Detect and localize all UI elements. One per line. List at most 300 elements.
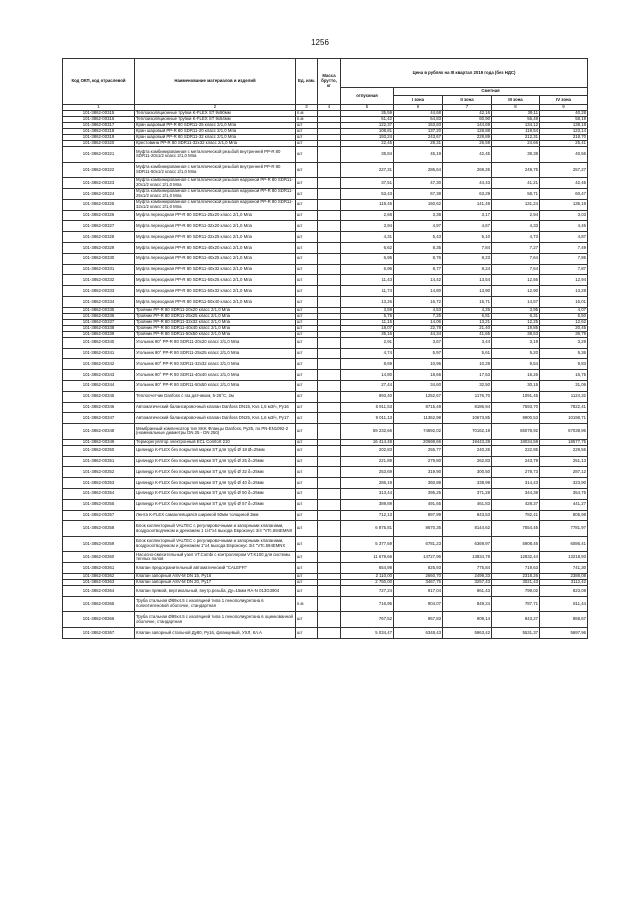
table-row (63, 370, 588, 381)
unit-cell: п.м (296, 111, 318, 117)
release-price-cell: 5 034,47 (341, 628, 394, 639)
zone-4-price-cell: 13,28 (540, 286, 588, 297)
zone-3-price-cell: 5,20 (492, 348, 540, 359)
material-name-cell: Муфта переходная PP-R 80 SDR11-40х20 класс 2/1,0 Мпа (135, 242, 296, 253)
zone-2-price-cell: 26,59 (443, 141, 492, 147)
code-cell: 101-3862-00317 (63, 123, 135, 129)
zone-1-price-cell: 395,25 (394, 488, 443, 499)
table-row (63, 210, 588, 221)
zone-3-price-cell: 7,64 (492, 264, 540, 275)
zone-4-price-cell: 3,03 (540, 210, 588, 221)
header-unit: Ед. изм. (296, 59, 318, 105)
table-row (63, 199, 588, 210)
material-name-cell: Клапан запорный ASV-M DN 20, Ру17 (135, 580, 296, 586)
zone-3-price-cell: 314,43 (492, 478, 540, 489)
column-number: 1 (63, 105, 135, 111)
material-name-cell: Тройник PP-R 80 SDR11-25х25 класс 2/1,0 Мпа (135, 313, 296, 319)
zone-3-price-cell: 56,49 (492, 117, 540, 123)
unit-cell: шт (296, 628, 318, 639)
material-name-cell: Угольник 90° PP-R 80 SDR11-50х50 класс 2/1,0 Мпа (135, 380, 296, 391)
material-name-cell: Муфта переходная PP-R 80 SDR11-25х20 класс 2/1,0 Мпа (135, 210, 296, 221)
code-cell: 101-3862-00361 (63, 563, 135, 574)
release-price-cell: 221,89 (341, 456, 394, 467)
zone-4-price-cell: 9,83 (540, 359, 588, 370)
mass-cell (318, 264, 341, 275)
zone-2-price-cell: 10,29 (443, 359, 492, 370)
zone-3-price-cell: 5531,37 (492, 628, 540, 639)
column-number: 5 (341, 105, 394, 111)
release-price-cell: 59 232,66 (341, 424, 394, 440)
zone-4-price-cell: 7781,97 (540, 521, 588, 537)
table-row (63, 337, 588, 348)
code-cell: 101-3862-00352 (63, 467, 135, 478)
zone-3-price-cell: 19,85 (492, 325, 540, 331)
mass-cell (318, 210, 341, 221)
material-name-cell: Цилиндр K-FLEX без покрытия марки ST для труб Ø 25 δ=25мм (135, 456, 296, 467)
mass-cell (318, 232, 341, 243)
zone-4-price-cell: 805,98 (540, 510, 588, 521)
release-price-cell: 5 377,69 (341, 536, 394, 552)
zone-2-price-cell: 4,26 (443, 307, 492, 313)
release-price-cell: 716,95 (341, 596, 394, 612)
zone-2-price-cell: 19443,28 (443, 439, 492, 445)
code-cell: 101-3862-00357 (63, 510, 135, 521)
zone-1-price-cell: 34,60 (394, 380, 443, 391)
zone-4-price-cell: 138,18 (540, 123, 588, 129)
mass-cell (318, 391, 341, 402)
column-number: 4 (318, 105, 341, 111)
zone-3-price-cell: 131,24 (492, 199, 540, 210)
unit-cell: шт (296, 135, 318, 141)
release-price-cell: 16 414,48 (341, 439, 394, 445)
code-cell: 101-3862-00355 (63, 499, 135, 510)
mass-cell (318, 178, 341, 189)
price-table (62, 58, 588, 639)
zone-3-price-cell: 58,71 (492, 188, 540, 199)
material-name-cell: Угольник 90° PP-R 80 SDR11-32х32 класс 2/1,0 Мпа (135, 359, 296, 370)
zone-2-price-cell: 13,54 (443, 275, 492, 286)
zone-3-price-cell: 39,11 (492, 111, 540, 117)
zone-1-price-cell: 8670,35 (394, 521, 443, 537)
table-row (63, 467, 588, 478)
unit-cell: шт (296, 331, 318, 337)
table-row (63, 536, 588, 552)
material-name-cell: Муфта комбинированная с металлической резьбой внутренней PP-R 80 SDR11-50х1/2 класс 2/1,0 Мпа (135, 162, 296, 178)
table-row (63, 242, 588, 253)
zone-3-price-cell: 7,64 (492, 253, 540, 264)
unit-cell: шт (296, 275, 318, 286)
zone-2-price-cell: 13,90 (443, 286, 492, 297)
mass-cell (318, 286, 341, 297)
release-price-cell: 9 011,13 (341, 413, 394, 424)
code-cell: 101-3862-00353 (63, 478, 135, 489)
unit-cell: шт (296, 521, 318, 537)
zone-3-price-cell: 4,33 (492, 221, 540, 232)
zone-3-price-cell: 212,31 (492, 135, 540, 141)
zone-4-price-cell: 10198,71 (540, 413, 588, 424)
table-row (63, 232, 588, 243)
mass-cell (318, 413, 341, 424)
column-number: 7 (443, 105, 492, 111)
material-name-cell: Муфта комбинированная с металлической резьбой наружной PP-R 80 SDR11-32х1/2 класс 2/1,0 Мпа (135, 199, 296, 210)
mass-cell (318, 628, 341, 639)
unit-cell: шт (296, 413, 318, 424)
zone-3-price-cell: 12832,44 (492, 552, 540, 563)
column-number: 2 (135, 105, 296, 111)
code-cell: 101-3862-00359 (63, 536, 135, 552)
zone-4-price-cell: 741,30 (540, 563, 588, 574)
zone-1-price-cell: 8,76 (394, 253, 443, 264)
zone-3-price-cell: 7,27 (492, 242, 540, 253)
zone-2-price-cell: 3,17 (443, 210, 492, 221)
zone-1-price-cell: 8715,49 (394, 402, 443, 413)
release-price-cell: 767,52 (341, 612, 394, 628)
code-cell: 101-3862-00364 (63, 586, 135, 597)
zone-1-price-cell: 4,97 (394, 221, 443, 232)
zone-1-price-cell: 360,88 (394, 478, 443, 489)
zone-1-price-cell: 10,96 (394, 359, 443, 370)
mass-cell (318, 275, 341, 286)
table-row (63, 521, 588, 537)
zone-3-price-cell: 243,79 (492, 456, 540, 467)
table-row (63, 488, 588, 499)
zone-3-price-cell: 14,57 (492, 296, 540, 307)
zone-2-price-cell: 70162,19 (443, 424, 492, 440)
zone-1-price-cell: 150,62 (394, 199, 443, 210)
unit-cell: шт (296, 348, 318, 359)
release-price-cell: 6,95 (341, 253, 394, 264)
code-cell: 101-3862-00338 (63, 325, 135, 331)
code-cell: 101-3862-00331 (63, 264, 135, 275)
zone-2-price-cell: 17,53 (443, 370, 492, 381)
zone-2-price-cell: 371,28 (443, 488, 492, 499)
zone-1-price-cell: 319,90 (394, 467, 443, 478)
zone-1-price-cell: 28,31 (394, 141, 443, 147)
code-cell: 101-3862-00339 (63, 331, 135, 337)
release-price-cell: 3,59 (341, 307, 394, 313)
table-row (63, 456, 588, 467)
table-row (63, 628, 588, 639)
material-name-cell: Лента K-FLEX самоклеящаяся шириной 50мм толщиной 3мм (135, 510, 296, 521)
release-price-cell: 18,07 (341, 325, 394, 331)
mass-cell (318, 380, 341, 391)
table-row (63, 445, 588, 456)
zone-1-price-cell: 904,07 (394, 596, 443, 612)
unit-cell: шт (296, 242, 318, 253)
zone-3-price-cell: 5908,46 (492, 536, 540, 552)
unit-cell: шт (296, 445, 318, 456)
zone-2-price-cell: 3257,43 (443, 580, 492, 586)
release-price-cell: 51,42 (341, 117, 394, 123)
release-price-cell: 13,26 (341, 296, 394, 307)
zone-4-price-cell: 5697,96 (540, 628, 588, 639)
zone-3-price-cell: 12,90 (492, 286, 540, 297)
material-name-cell: Теплоизоляционные трубки K-FLEX ST 9х54мм (135, 117, 296, 123)
zone-2-price-cell: 8144,62 (443, 521, 492, 537)
unit-cell: шт (296, 612, 318, 628)
zone-2-price-cell: 128,88 (443, 129, 492, 135)
material-name-cell: Угольник 90° PP-R 80 SDR11-25х25 класс 2/1,0 Мпа (135, 348, 296, 359)
zone-3-price-cell: 787,71 (492, 596, 540, 612)
zone-1-price-cell: 20698,66 (394, 439, 443, 445)
mass-cell (318, 510, 341, 521)
release-price-cell: 35,84 (341, 147, 394, 163)
table-row (63, 178, 588, 189)
zone-1-price-cell: 5,43 (394, 232, 443, 243)
zone-1-price-cell: 74692,02 (394, 424, 443, 440)
unit-cell: шт (296, 359, 318, 370)
material-name-cell: Кран шаровый PP-R 80 SDR11-20 класс 2/1,0 Мпа (135, 129, 296, 135)
unit-cell: шт (296, 313, 318, 319)
material-name-cell: Цилиндр K-FLEX без покрытия марки ST для труб Ø 40 δ=25мм (135, 478, 296, 489)
zone-4-price-cell: 25,41 (540, 141, 588, 147)
zone-1-price-cell: 8,35 (394, 242, 443, 253)
zone-3-price-cell: 119,54 (492, 129, 540, 135)
unit-cell: шт (296, 325, 318, 331)
release-price-cell: 727,24 (341, 586, 394, 597)
header-mass: Масса брутто, кг (318, 59, 341, 105)
mass-cell (318, 242, 341, 253)
unit-cell: п.м (296, 117, 318, 123)
release-price-cell: 5,75 (341, 313, 394, 319)
mass-cell (318, 188, 341, 199)
unit-cell: шт (296, 478, 318, 489)
code-cell: 101-3862-00323 (63, 178, 135, 189)
mass-cell (318, 402, 341, 413)
zone-4-price-cell: 31,06 (540, 380, 588, 391)
code-cell: 101-3862-00325 (63, 199, 135, 210)
unit-cell: шт (296, 162, 318, 178)
unit-cell: п.м (296, 596, 318, 612)
material-name-cell: Тройник PP-R 80 SDR11-32х32 класс 2/1,0 Мпа (135, 319, 296, 325)
code-cell: 101-3862-00330 (63, 253, 135, 264)
release-price-cell: 286,19 (341, 478, 394, 489)
header-name: Наименование материалов и изделий (135, 59, 296, 105)
zone-4-price-cell: 323,90 (540, 478, 588, 489)
mass-cell (318, 467, 341, 478)
material-name-cell: Тройник PP-R 80 SDR11-20х20 класс 2/1,0 Мпа (135, 307, 296, 313)
zone-1-price-cell: 14727,96 (394, 552, 443, 563)
zone-4-price-cell: 229,56 (540, 445, 588, 456)
zone-1-price-cell: 3,38 (394, 210, 443, 221)
zone-4-price-cell: 7,87 (540, 264, 588, 275)
zone-2-price-cell: 5,10 (443, 232, 492, 243)
release-price-cell: 654,98 (341, 563, 394, 574)
release-price-cell: 6,62 (341, 242, 394, 253)
zone-1-price-cell: 137,20 (394, 129, 443, 135)
code-cell: 101-3862-00360 (63, 552, 135, 563)
unit-cell: шт (296, 199, 318, 210)
zone-3-price-cell: 65078,92 (492, 424, 540, 440)
mass-cell (318, 586, 341, 597)
zone-2-price-cell: 338,99 (443, 478, 492, 489)
code-cell: 101-3862-00342 (63, 359, 135, 370)
zone-2-price-cell: 5963,42 (443, 628, 492, 639)
zone-2-price-cell: 42,16 (443, 111, 492, 117)
zone-2-price-cell: 269,26 (443, 162, 492, 178)
zone-3-price-cell: 782,41 (492, 510, 540, 521)
zone-4-price-cell: 2388,08 (540, 574, 588, 580)
release-price-cell: 2,91 (341, 337, 394, 348)
table-row (63, 162, 588, 178)
zone-2-price-cell: 843,53 (443, 510, 492, 521)
material-name-cell: Муфта переходная PP-R 80 SDR11-40х32 класс 2/1,0 Мпа (135, 264, 296, 275)
zone-2-price-cell: 42,45 (443, 147, 492, 163)
material-name-cell: Теплосчетчик Danfoss с газ.датчиком, 5-26°С, 2м (135, 391, 296, 402)
mass-cell (318, 296, 341, 307)
release-price-cell: 119,45 (341, 199, 394, 210)
page-number: 1256 (311, 38, 329, 47)
zone-3-price-cell: 9,54 (492, 359, 540, 370)
zone-4-price-cell: 39,79 (540, 331, 588, 337)
release-price-cell: 4,74 (341, 348, 394, 359)
zone-4-price-cell: 6,50 (540, 313, 588, 319)
zone-2-price-cell: 60,90 (443, 117, 492, 123)
material-name-cell: Клапан запорный ASV-M DN 15, Ру16 (135, 574, 296, 580)
zone-1-price-cell: 14,06 (394, 319, 443, 325)
zone-2-price-cell: 32,50 (443, 380, 492, 391)
code-cell: 101-3862-00343 (63, 370, 135, 381)
zone-3-price-cell: 24,66 (492, 141, 540, 147)
code-cell: 101-3862-00340 (63, 337, 135, 348)
material-name-cell: Тройник PP-R 80 SDR11-50х50 класс 2/1,0 Мпа (135, 331, 296, 337)
header-estimate-price: Сметная (394, 88, 588, 96)
table-row (63, 147, 588, 163)
zone-1-price-cell: 1252,67 (394, 391, 443, 402)
zone-1-price-cell: 18,66 (394, 370, 443, 381)
unit-cell: шт (296, 552, 318, 563)
material-name-cell: Насосно-смесительный узел VT.Combi с контроллером VT.K100 для системы теплых полов (135, 552, 296, 563)
release-price-cell: 11,43 (341, 275, 394, 286)
zone-2-price-cell: 3,44 (443, 337, 492, 348)
unit-cell: шт (296, 456, 318, 467)
zone-3-price-cell: 1091,45 (492, 391, 540, 402)
material-name-cell: Блок коллекторный VALTEC с регулировочными и запорными клапанами, воздухоотводчиком и дренажем 1 1/4"х4 выхода Евроконус 3/4 "VTc.594EMNX (135, 521, 296, 537)
code-cell: 101-3862-00365 (63, 596, 135, 612)
zone-1-price-cell: 14,80 (394, 286, 443, 297)
unit-cell: шт (296, 536, 318, 552)
release-price-cell: 35,59 (341, 111, 394, 117)
zone-3-price-cell: 9900,53 (492, 413, 540, 424)
code-cell: 101-3862-00324 (63, 188, 135, 199)
zone-1-price-cell: 967,83 (394, 612, 443, 628)
zone-3-price-cell: 38,63 (492, 331, 540, 337)
release-price-cell: 6 875,81 (341, 521, 394, 537)
zone-1-price-cell: 6348,43 (394, 628, 443, 639)
release-price-cell: 202,83 (341, 445, 394, 456)
zone-2-price-cell: 5,61 (443, 348, 492, 359)
zone-4-price-cell: 18577,75 (540, 439, 588, 445)
zone-3-price-cell: 39,38 (492, 147, 540, 163)
material-name-cell: Автоматический балансировочный клапан Danfoss DN15, Kvs 1,6 м3/ч, Ру16 (135, 402, 296, 413)
mass-cell (318, 521, 341, 537)
zone-3-price-cell: 4,73 (492, 232, 540, 243)
zone-2-price-cell: 2499,33 (443, 574, 492, 580)
release-price-cell: 4,31 (341, 232, 394, 243)
code-cell: 101-3862-00358 (63, 521, 135, 537)
zone-4-price-cell: 7,49 (540, 242, 588, 253)
column-number: 3 (296, 105, 318, 111)
zone-2-price-cell: 21,40 (443, 325, 492, 331)
zone-1-price-cell: 44,34 (394, 331, 443, 337)
zone-3-price-cell: 222,85 (492, 445, 540, 456)
zone-2-price-cell: 228,89 (443, 135, 492, 141)
zone-3-price-cell: 344,38 (492, 488, 540, 499)
table-row (63, 424, 588, 440)
release-price-cell: 313,44 (341, 488, 394, 499)
zone-3-price-cell: 134,12 (492, 123, 540, 129)
zone-2-price-cell: 909,14 (443, 612, 492, 628)
zone-2-price-cell: 240,26 (443, 445, 492, 456)
table-row (63, 413, 588, 424)
release-price-cell: 227,31 (341, 162, 394, 178)
zone-3-price-cell: 18034,59 (492, 439, 540, 445)
material-name-cell: Кран шаровый PP-R 80 SDR11-25 класс 2/1,0 Мпа (135, 123, 296, 129)
zone-4-price-cell: 40,56 (540, 147, 588, 163)
zone-4-price-cell: 823,08 (540, 586, 588, 597)
zone-2-price-cell: 41,65 (443, 331, 492, 337)
release-price-cell: 712,13 (341, 510, 394, 521)
material-name-cell: Цилиндр K-FLEX без покрытия марки ST для труб Ø 50 δ=25мм (135, 488, 296, 499)
table-row (63, 286, 588, 297)
material-name-cell: Блок коллекторный VALTEC с регулировочными и запорными клапанами, воздухоотводчиком и дренажем 1"х4 выхода Евроконус 3/4 "VTc.594EMNX (135, 536, 296, 552)
zone-3-price-cell: 3,95 (492, 307, 540, 313)
zone-4-price-cell: 4,07 (540, 307, 588, 313)
unit-cell: шт (296, 307, 318, 313)
mass-cell (318, 359, 341, 370)
mass-cell (318, 147, 341, 163)
zone-1-price-cell: 8,77 (394, 264, 443, 275)
column-number: 6 (394, 105, 443, 111)
zone-3-price-cell: 12,25 (492, 319, 540, 325)
zone-4-price-cell: 15,01 (540, 296, 588, 307)
material-name-cell: Муфта переходная PP-R 80 SDR11-50х32 класс 2/1,0 Мпа (135, 286, 296, 297)
zone-2-price-cell: 7,84 (443, 242, 492, 253)
zone-1-price-cell: 11362,98 (394, 413, 443, 424)
zone-2-price-cell: 8,23 (443, 253, 492, 264)
zone-4-price-cell: 218,70 (540, 135, 588, 141)
zone-2-price-cell: 13834,78 (443, 552, 492, 563)
zone-3-price-cell: 428,37 (492, 499, 540, 510)
unit-cell: шт (296, 380, 318, 391)
release-price-cell: 37,51 (341, 178, 394, 189)
mass-cell (318, 370, 341, 381)
zone-2-price-cell: 6,81 (443, 313, 492, 319)
zone-1-price-cell: 22,78 (394, 325, 443, 331)
table-row (63, 478, 588, 489)
header-zone-3: III зона (492, 96, 540, 105)
zone-1-price-cell: 45,19 (394, 147, 443, 163)
release-price-cell: 253,69 (341, 467, 394, 478)
table-row (63, 499, 588, 510)
mass-cell (318, 199, 341, 210)
material-name-cell: Труба стальная Ø89х4.5 с изоляцией типа 1 пенополиуретана в полиэтиленовой оболочке, стандартная (135, 596, 296, 612)
zone-2-price-cell: 8186,94 (443, 402, 492, 413)
zone-2-price-cell: 775,84 (443, 563, 492, 574)
zone-3-price-cell: 249,75 (492, 162, 540, 178)
code-cell: 101-3862-00350 (63, 445, 135, 456)
unit-cell: шт (296, 499, 318, 510)
zone-4-price-cell: 1124,32 (540, 391, 588, 402)
mass-cell (318, 445, 341, 456)
code-cell: 101-3862-00322 (63, 162, 135, 178)
zone-1-price-cell: 243,67 (394, 135, 443, 141)
material-name-cell: Муфта комбинированная с металлической резьбой внутренней PP-R 80 SDR11-20х1/2 класс 2/1,0 Мпа (135, 147, 296, 163)
zone-4-price-cell: 4,46 (540, 221, 588, 232)
unit-cell: шт (296, 337, 318, 348)
release-price-cell: 27,44 (341, 380, 394, 391)
unit-cell: шт (296, 439, 318, 445)
